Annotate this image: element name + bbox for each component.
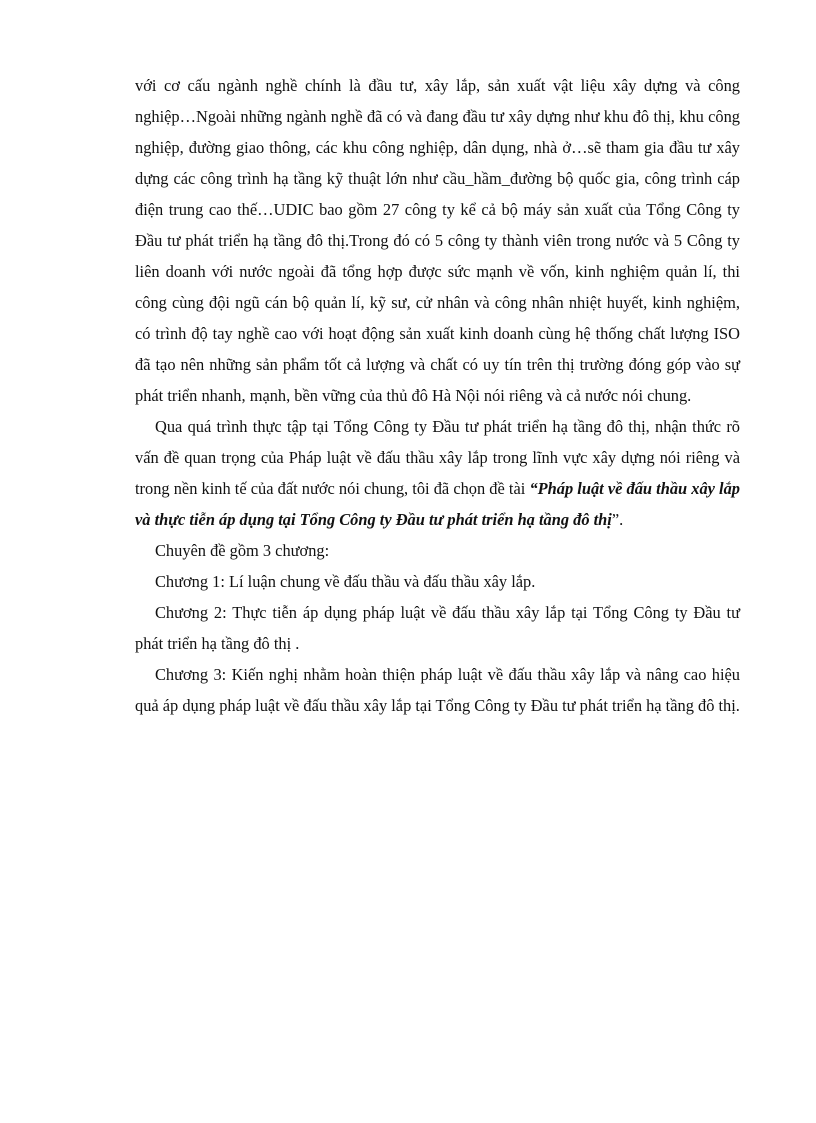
paragraph-topic-selection (135, 411, 740, 535)
paragraph-chapter-1: Chương 1: Lí luận chung về đấu thầu và đấu thầu xây lắp. (155, 572, 536, 591)
document-body (135, 70, 740, 721)
topic-title: “Pháp luật về đấu thầu xây lắp và thực tiễn áp dụng tại Tổng Công ty Đầu tư phát triển hạ tầng đô thị (135, 479, 740, 529)
paragraph-company-overview: với cơ cấu ngành nghề chính là đầu tư, xây lắp, sản xuất vật liệu xây dựng và công nghiệp…Ngoài những ngành nghề đã có và đang đầu tư xây dựng như khu đô thị, khu công nghiệp, đường giao thông, các khu công nghiệp, dân dụng, nhà ở…sẽ tham gia đầu tư xây dựng các công trình hạ tầng kỹ thuật lớn như cầu_hầm_đường bộ quốc gia, công trình cáp điện trung cao thế…UDIC bao gồm 27 công ty kể cả bộ máy sản xuất của Tổng Công ty Đầu tư phát triển hạ tầng đô thị.Trong đó có 5 công ty thành viên trong nước và 5 Công ty liên doanh với nước ngoài đã tổng hợp được sức mạnh về vốn, kinh nghiệm quản lí, thi công cùng đội ngũ cán bộ quản lí, kỹ sư, cử nhân và công nhân nhiệt huyết, kinh nghiệm, có trình độ tay nghề cao với hoạt động sản xuất kinh doanh cùng hệ thống chất lượng ISO đã tạo nên những sản phẩm tốt cả lượng và chất có uy tín trên thị trường đóng góp vào sự phát triển nhanh, mạnh, bền vững của thủ đô Hà Nội nói riêng và cả nước nói chung. (135, 76, 740, 405)
paragraph-chapter-2: Chương 2: Thực tiễn áp dụng pháp luật về đấu thầu xây lắp tại Tổng Công ty Đầu tư phát triển hạ tầng đô thị . (135, 603, 740, 653)
topic-closing-quote: ”. (611, 510, 624, 529)
paragraph-chapter-3: Chương 3: Kiến nghị nhằm hoàn thiện pháp luật về đấu thầu xây lắp và nâng cao hiệu quả áp dụng pháp luật về đấu thầu xây lắp tại Tổng Công ty Đầu tư phát triển hạ tầng đô thị. (135, 665, 740, 715)
topic-intro-text: Qua quá trình thực tập tại Tổng Công ty Đầu tư phát triển hạ tầng đô thị, nhận thức rõ vấn đề quan trọng của Pháp luật về đấu thầu xây lắp trong lĩnh vực xây dựng nói riêng và trong nền kinh tế của đất nước nói chung, tôi đã chọn đề tài (135, 417, 740, 498)
paragraph-structure-intro: Chuyên đề gồm 3 chương: (155, 541, 330, 560)
